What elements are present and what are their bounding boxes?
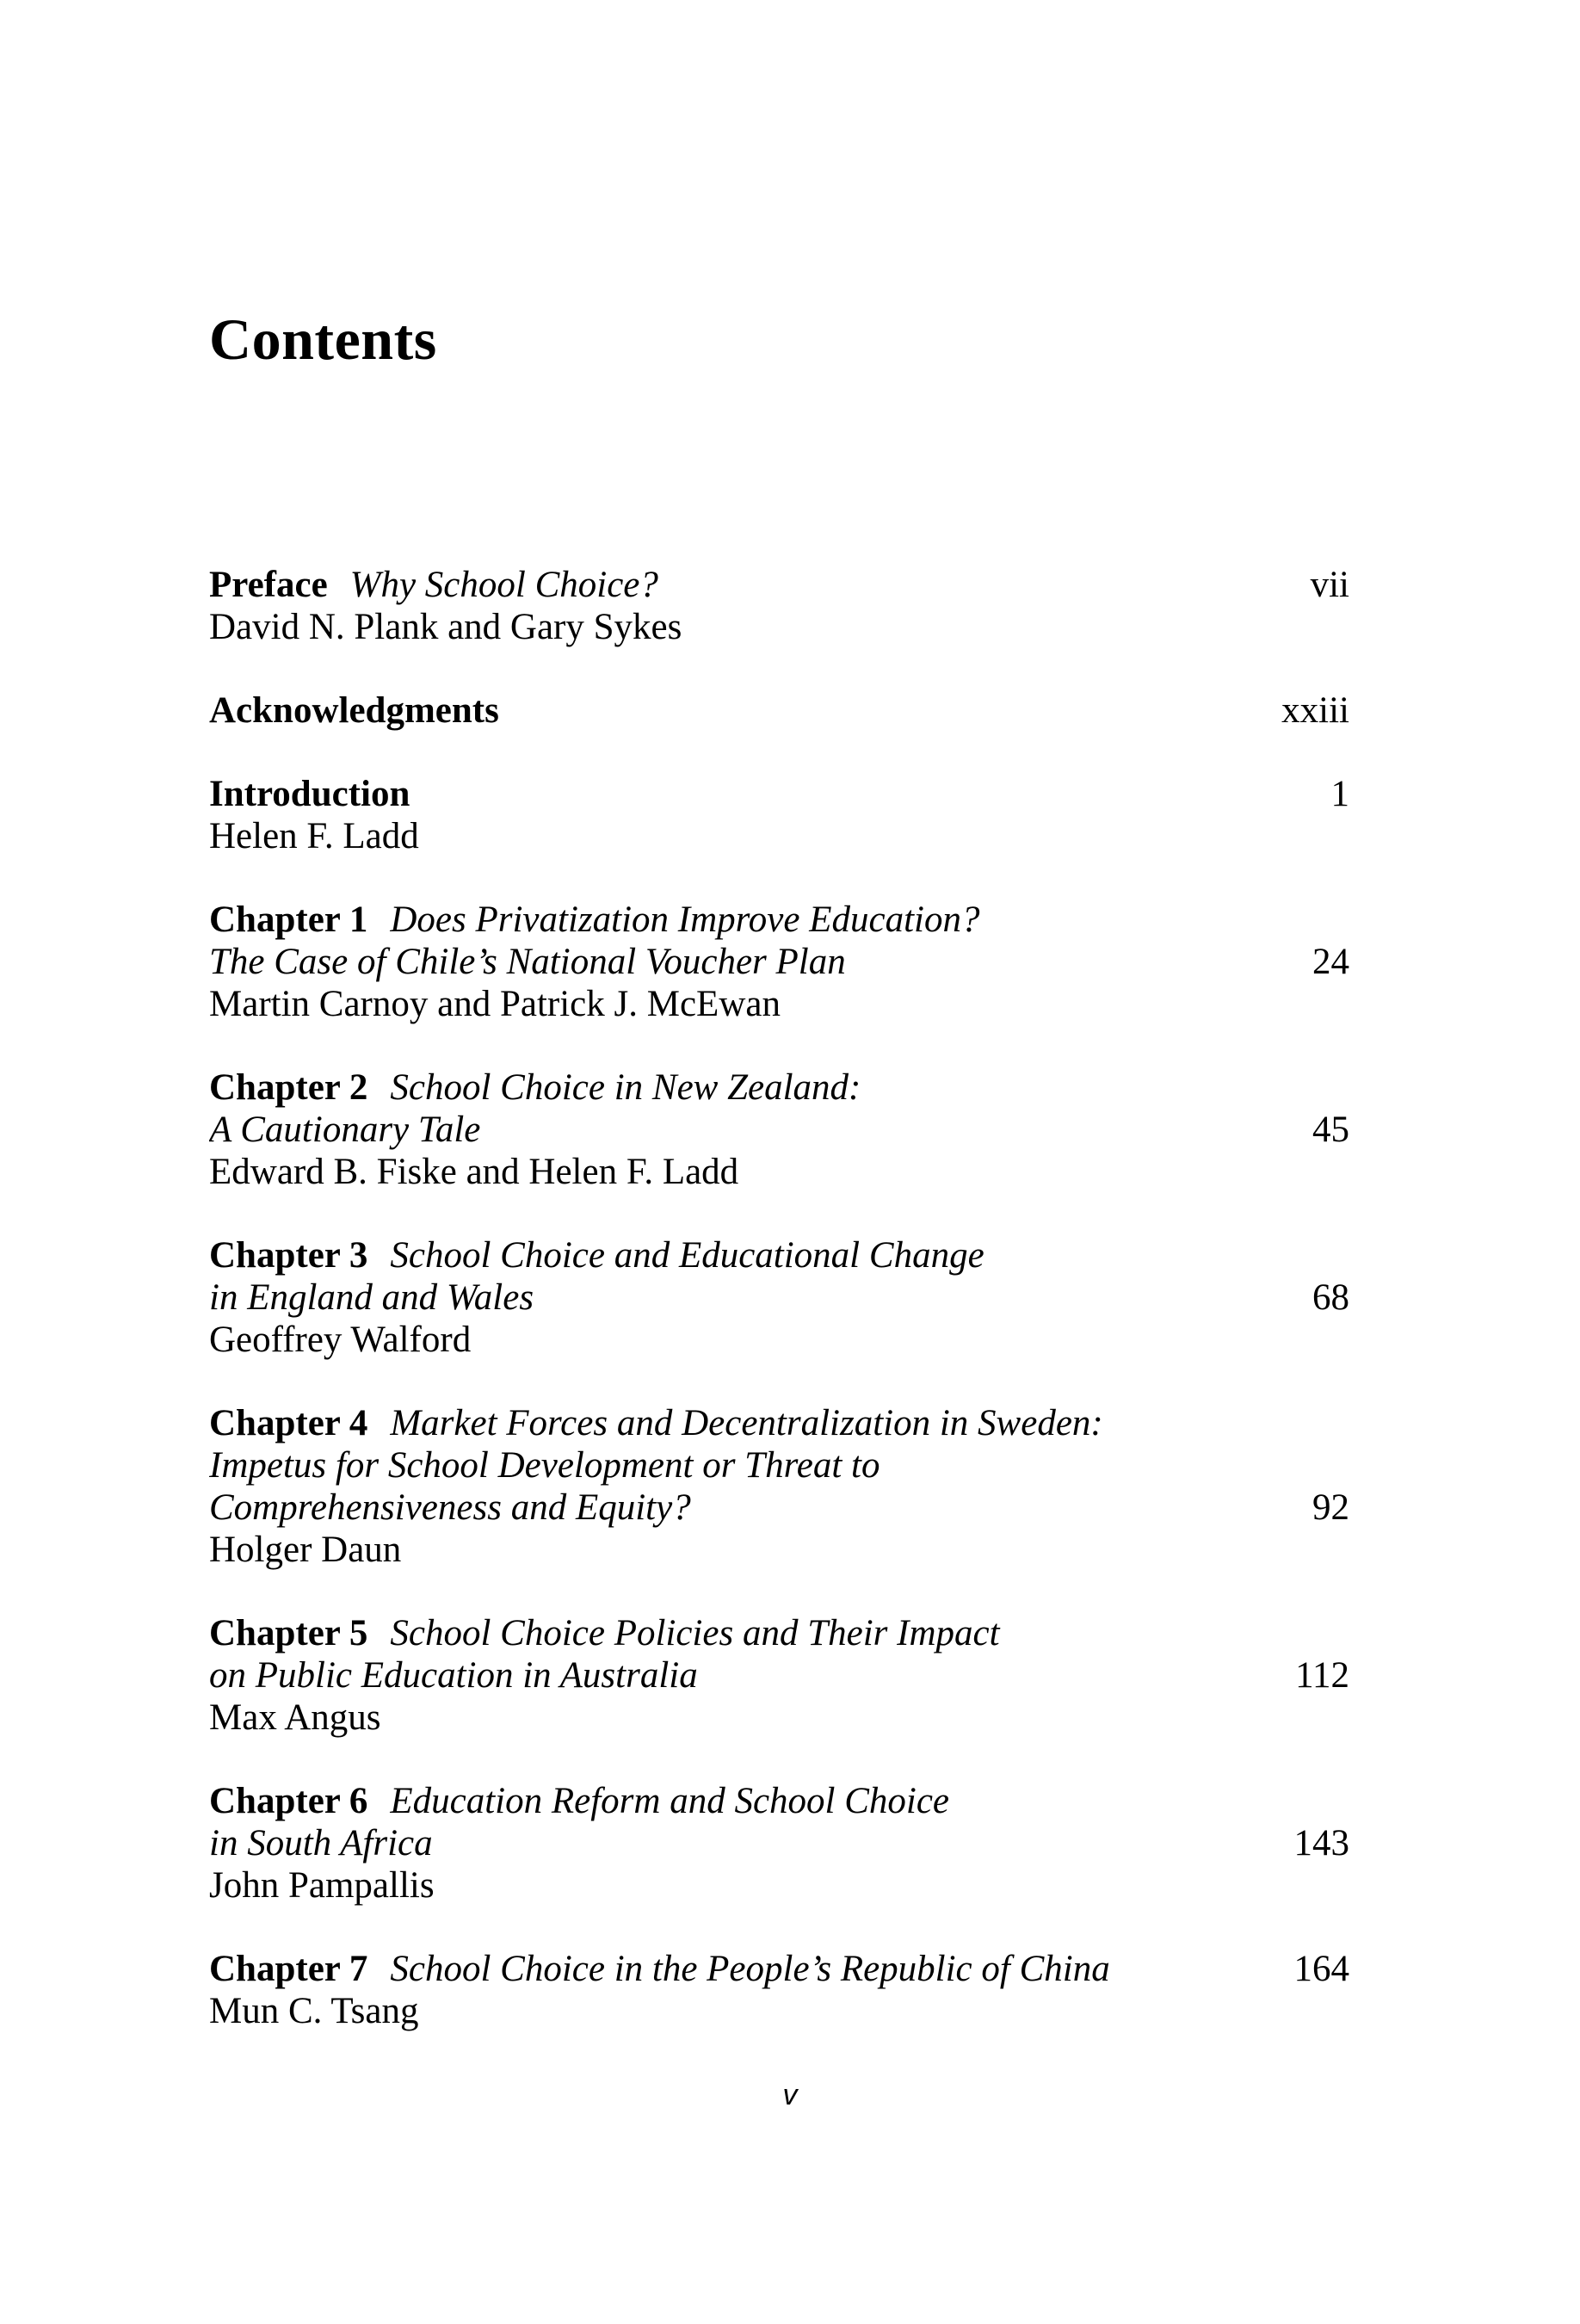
toc-entry-line [209,1402,1349,1444]
toc-entry-label: Introduction [209,774,410,814]
toc-entry-line [209,1276,1349,1319]
toc-entry-line [209,1109,1349,1151]
table-of-contents [209,564,1349,2074]
toc-entry-label: Chapter 6 [209,1781,368,1821]
toc-entry-title: Does Privatization Improve Education? [390,899,980,940]
toc-entry-author: John Pampallis [209,1865,435,1906]
toc-entry-line [209,1948,1349,1990]
toc-entry-line [209,1612,1349,1654]
toc-entry-line [209,1444,1349,1486]
toc-entry-line-text [209,941,1246,983]
toc-entry-page-number: 112 [1295,1655,1349,1696]
toc-entry-page-number: xxiii [1281,690,1349,731]
toc-entry-label: Chapter 7 [209,1949,368,1989]
toc-entry-title: Impetus for School Development or Threat to [209,1445,880,1486]
toc-entry-author: David N. Plank and Gary Sykes [209,607,682,647]
toc-entry-line-text [209,564,1246,606]
toc-entry-label: Preface [209,565,328,605]
toc-entry-line [209,1822,1349,1864]
toc-entry-title: The Case of Chile’s National Voucher Plan [209,942,846,982]
toc-entry-line-text [209,1654,1246,1697]
toc-entry-title: School Choice in New Zealand: [390,1067,861,1108]
toc-entry-line [209,1654,1349,1697]
toc-entry-line-text [209,1066,1349,1109]
toc-entry-title: Why School Choice? [349,565,658,605]
toc-entry-line-text [209,1234,1349,1276]
toc-entry-line-text [209,1612,1349,1654]
toc-entry-title: School Choice in the People’s Republic of China [390,1949,1110,1989]
toc-entry-title: Education Reform and School Choice [390,1781,950,1821]
toc-entry-line-text [209,1276,1246,1319]
toc-entry-title: Market Forces and Decentralization in Sweden: [390,1403,1103,1443]
toc-entry-label: Chapter 5 [209,1613,368,1653]
toc-entry-title: in South Africa [209,1823,433,1864]
toc-entry-label: Chapter 2 [209,1067,368,1108]
toc-entry-line-text [209,689,1246,732]
toc-entry[interactable] [209,773,1349,857]
toc-entry-line [209,899,1349,941]
toc-entry-line [209,773,1349,815]
toc-entry-line [209,1234,1349,1276]
toc-entry-page-number: 68 [1312,1277,1349,1318]
toc-entry[interactable] [209,899,1349,1025]
toc-entry-line-text [209,1948,1246,1990]
toc-entry-page-number: 164 [1293,1949,1349,1989]
toc-entry-line-text [209,1402,1349,1444]
toc-entry[interactable] [209,564,1349,648]
toc-entry-line-text [209,899,1349,941]
toc-entry-line [209,1780,1349,1822]
toc-entry-author: Geoffrey Walford [209,1320,472,1360]
toc-entry-line-text [209,1486,1246,1529]
toc-entry-author: Mun C. Tsang [209,1991,419,2031]
toc-entry-line [209,564,1349,606]
toc-entry[interactable] [209,1612,1349,1739]
toc-entry-page-number: 143 [1293,1823,1349,1864]
toc-entry-author: Helen F. Ladd [209,816,419,856]
page-folio: v [782,2079,798,2111]
toc-entry-line-text [209,1822,1246,1864]
toc-entry-page-number: vii [1310,565,1349,605]
toc-entry-page-number: 45 [1312,1109,1349,1150]
toc-entry-title: School Choice and Educational Change [390,1235,984,1276]
toc-entry[interactable] [209,1780,1349,1907]
toc-entry-line-text [209,1109,1246,1151]
toc-entry-label: Chapter 3 [209,1235,368,1276]
toc-entry-label: Acknowledgments [209,690,499,731]
toc-entry-page-number: 92 [1312,1487,1349,1528]
toc-entry-line-text [209,1780,1349,1822]
toc-entry[interactable] [209,689,1349,732]
toc-entry-line-text [209,773,1246,815]
toc-entry[interactable] [209,1066,1349,1193]
toc-entry-line [209,941,1349,983]
toc-entry-author: Edward B. Fiske and Helen F. Ladd [209,1152,739,1192]
toc-entry-title: School Choice Policies and Their Impact [390,1613,1000,1653]
page-title: Contents [209,306,437,372]
toc-entry-author: Martin Carnoy and Patrick J. McEwan [209,984,781,1024]
toc-entry-line [209,1486,1349,1529]
toc-entry-label: Chapter 4 [209,1403,368,1443]
toc-entry-title: on Public Education in Australia [209,1655,698,1696]
toc-entry[interactable] [209,1234,1349,1361]
toc-entry-line [209,689,1349,732]
toc-entry-author: Max Angus [209,1697,381,1738]
toc-entry-label: Chapter 1 [209,899,368,940]
toc-entry-title: in England and Wales [209,1277,534,1318]
toc-entry-line [209,1066,1349,1109]
toc-entry-page-number: 1 [1330,774,1349,814]
toc-entry-author: Holger Daun [209,1530,402,1570]
toc-entry-page-number: 24 [1312,942,1349,982]
toc-entry-title: Comprehensiveness and Equity? [209,1487,691,1528]
toc-entry[interactable] [209,1402,1349,1571]
toc-entry[interactable] [209,1948,1349,2032]
toc-entry-line-text [209,1444,1349,1486]
toc-entry-title: A Cautionary Tale [209,1109,481,1150]
